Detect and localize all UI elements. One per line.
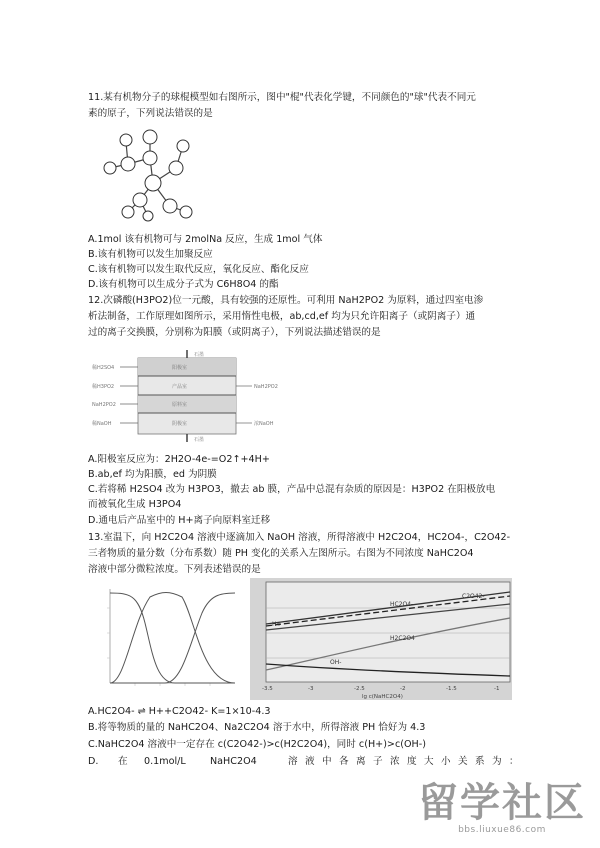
electrode-label-bottom: 石墨 bbox=[194, 437, 205, 442]
q13-stem-line-3: 溶液中部分微粒浓度。下列表述错误的是 bbox=[88, 564, 261, 575]
q13-option-b: B.将等物质的量的 NaHC2O4、Na2C2O4 溶于水中，所得溶液 PH 恰好为 4.3 bbox=[88, 722, 426, 733]
electrode-label-top: 石墨 bbox=[194, 352, 205, 358]
q13-option-d-part: NaHC2O4 bbox=[210, 756, 257, 767]
q11-option-d: D.该有机物可以生成分子式为 C6H8O4 的酯 bbox=[88, 279, 279, 290]
q13-option-d-part: 关 bbox=[458, 756, 468, 767]
curve-label-c2o42: C2O42- bbox=[462, 593, 485, 600]
curve-label-hc2o4: HC2O4- bbox=[390, 601, 414, 608]
q13-option-d-part: 中 bbox=[322, 756, 332, 767]
x-axis-label: lg c(NaHC2O4) bbox=[362, 694, 403, 700]
q13-option-d-part: 大 bbox=[424, 756, 434, 767]
q13-option-d-part: 在 bbox=[118, 756, 128, 767]
outlet-label-2: 浓NaOH bbox=[254, 421, 274, 427]
watermark-brand: 留学社区 bbox=[418, 780, 586, 826]
q13-option-d-part: 离 bbox=[356, 756, 366, 767]
watermark-url: bbs.liuxue86.com bbox=[458, 825, 546, 835]
q13-option-d-part: 系 bbox=[475, 756, 485, 767]
chamber-label-4: 阴极室 bbox=[172, 421, 188, 427]
q12-option-b: B.ab,ef 均为阳膜，ed 为阴膜 bbox=[88, 469, 217, 480]
x-tick-6: -1 bbox=[494, 686, 500, 692]
q12-option-c-line-2: 而被氧化生成 H3PO4 bbox=[88, 499, 182, 510]
q12-option-c-line-1: C.若将稀 H2SO4 改为 H3PO3，撤去 ab 膜，产品中总混有杂质的原因是：H3PO2 在阳极放电 bbox=[88, 484, 496, 495]
q13-option-d bbox=[88, 754, 528, 769]
q13-option-a: A.HC2O4- ⇌ H++C2O42- K=1×10-4.3 bbox=[88, 706, 271, 717]
q11-option-b: B.该有机物可以发生加聚反应 bbox=[88, 249, 213, 260]
curve-label-h-plus: H+ bbox=[272, 621, 282, 628]
q12-stem-line-2: 析法制备，工作原理如图所示，采用惰性电极，ab,cd,ef 均为只允许阳离子（或阴离子）通 bbox=[88, 311, 476, 322]
x-tick-2: -3 bbox=[308, 686, 314, 692]
inlet-label-4: 稀NaOH bbox=[92, 421, 112, 427]
inlet-label-2: 稀H3PO2 bbox=[92, 384, 115, 390]
q13-option-d-part: 为 bbox=[492, 756, 502, 767]
q13-option-d-part: ： bbox=[509, 756, 519, 767]
x-tick-5: -1.5 bbox=[446, 686, 457, 692]
q13-option-d-part: D. bbox=[88, 756, 99, 767]
q13-option-d-part: 子 bbox=[373, 756, 383, 767]
x-tick-4: -2 bbox=[400, 686, 406, 692]
q11-stem-line-1: 11.某有机物分子的球棍模型如右图所示，图中"棍"代表化学键，不同颜色的"球"代表不同元 bbox=[88, 92, 476, 103]
four-chamber-electrodialysis-figure bbox=[90, 350, 290, 442]
q13-option-d-part: 浓 bbox=[390, 756, 400, 767]
q11-stem-line-2: 素的原子，下列说法错误的是 bbox=[88, 108, 213, 119]
q13-option-d-part: 度 bbox=[407, 756, 417, 767]
q13-option-c: C.NaHC2O4 溶液中一定存在 c(C2O42-)>c(H2C2O4)，同时 c(H+)>c(OH-) bbox=[88, 739, 426, 750]
q12-option-d: D.通电后产品室中的 H+离子向原料室迁移 bbox=[88, 515, 271, 526]
q12-stem-line-1: 12.次磷酸(H3PO2)位一元酸，具有较强的还原性。可利用 NaH2PO2 为原料，通过四室电渗 bbox=[88, 295, 484, 306]
distribution-coefficient-figure bbox=[90, 583, 240, 695]
q11-option-a: A.1mol 该有机物可与 2molNa 反应，生成 1mol 气体 bbox=[88, 234, 323, 245]
x-tick-1: -3.5 bbox=[262, 686, 273, 692]
q12-stem-line-3: 过的离子交换膜，分别称为阳膜（或阴离子），下列说法描述错误的是 bbox=[88, 327, 381, 338]
q13-option-d-part: 小 bbox=[441, 756, 451, 767]
q12-option-a: A.阳极室反应为：2H2O-4e-=O2↑+4H+ bbox=[88, 454, 270, 465]
q13-stem-line-2: 三者物质的量分数（分布系数）随 PH 变化的关系入左图所示。右图为不同浓度 NaHC2O4 bbox=[88, 548, 474, 559]
watermark bbox=[418, 781, 586, 836]
curve-label-h2c2o4: H2C2O4 bbox=[390, 635, 415, 642]
concentration-figure bbox=[250, 578, 512, 700]
curve-label-oh-minus: OH- bbox=[330, 659, 342, 666]
inlet-label-1: 稀H2SO4 bbox=[92, 365, 115, 371]
q11-option-c: C.该有机物可以发生取代反应，氧化反应、酯化反应 bbox=[88, 264, 309, 275]
chamber-label-3: 原料室 bbox=[172, 402, 188, 408]
q13-stem-line-1: 13.室温下，向 H2C2O4 溶液中逐滴加入 NaOH 溶液，所得溶液中 H2C2O4，HC2O4-，C2O42- bbox=[88, 532, 511, 543]
inlet-label-3: NaH2PO2 bbox=[92, 402, 116, 408]
q13-option-d-part: 溶 bbox=[288, 756, 298, 767]
x-tick-3: -2.5 bbox=[354, 686, 365, 692]
q13-option-d-part: 0.1mol/L bbox=[144, 756, 186, 767]
ball-and-stick-model-figure bbox=[98, 128, 218, 223]
chamber-label-2: 产品室 bbox=[172, 384, 188, 390]
q13-option-d-part: 液 bbox=[305, 756, 315, 767]
q13-option-d-part: 各 bbox=[339, 756, 349, 767]
chamber-label-1: 阳极室 bbox=[172, 365, 188, 371]
outlet-label-1: NaH2PO2 bbox=[254, 384, 278, 390]
